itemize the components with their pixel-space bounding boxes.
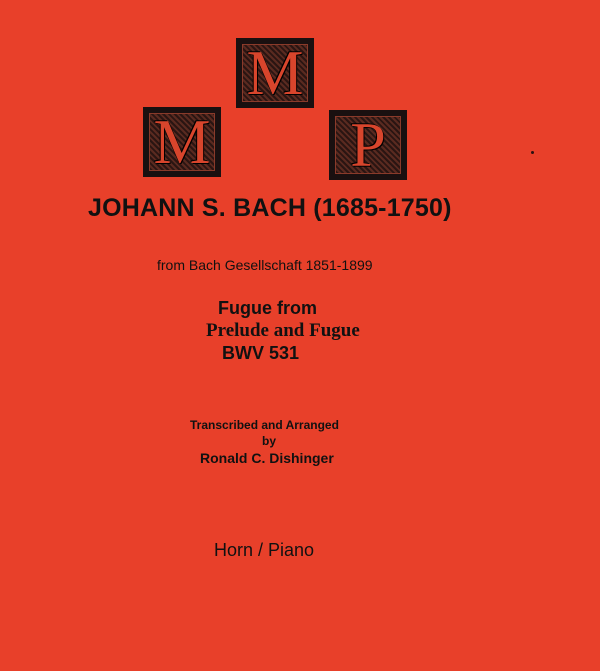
source-line: from Bach Gesellschaft 1851-1899 — [157, 257, 373, 273]
credit-line-1: Transcribed and Arranged — [190, 418, 339, 432]
logo-tile-left-m — [143, 107, 221, 177]
title-line-2: Prelude and Fugue — [206, 320, 360, 341]
arranger-name: Ronald C. Dishinger — [200, 450, 334, 466]
composer-heading: JOHANN S. BACH (1685-1750) — [88, 194, 452, 222]
logo-tile-top-m — [236, 38, 314, 108]
logo-tile-right-p — [329, 110, 407, 180]
title-line-1: Fugue from — [218, 298, 317, 318]
logo-letter: M — [153, 107, 211, 177]
logo-letter: M — [246, 38, 304, 108]
catalog-number: BWV 531 — [222, 343, 300, 363]
instrumentation: Horn / Piano — [214, 540, 315, 560]
print-speck — [531, 151, 534, 154]
credit-line-2: by — [262, 434, 277, 448]
logo-letter: P — [350, 110, 386, 180]
